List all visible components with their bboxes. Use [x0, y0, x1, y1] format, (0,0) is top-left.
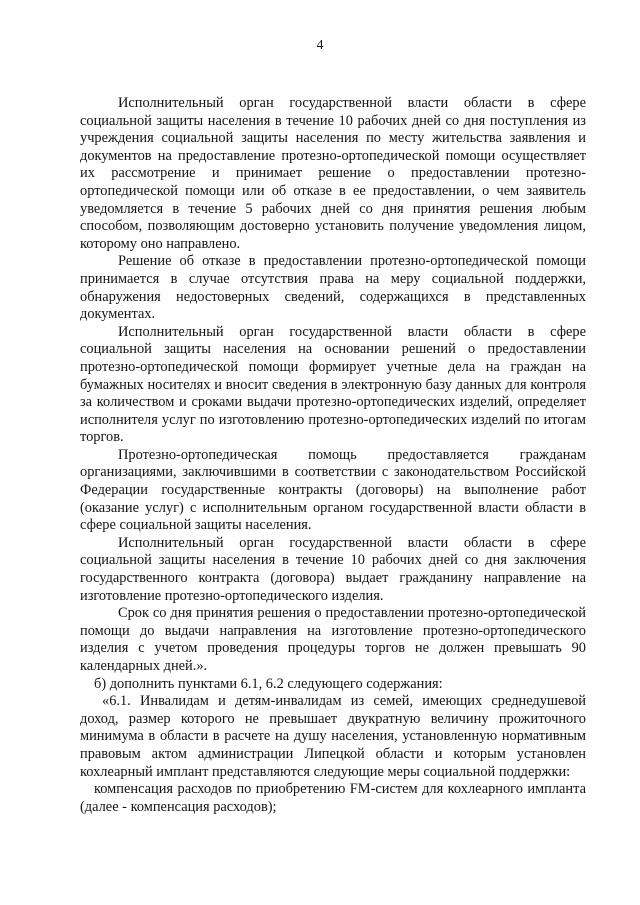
paragraph-providers: Протезно-ортопедическая помощь предоставляется гражданам организациями, заключившими в соответствии с законодательством Российской Федерации государственные контракты (договоры) на выполнение работ (оказание услуг) с исполнительным органом государственной власти области в сфере социальной защиты населения. — [80, 446, 586, 534]
paragraph-compensation: компенсация расходов по приобретению FM-систем для кохлеарного импланта (далее - компенсация расходов); — [80, 781, 586, 815]
paragraph-referral: Исполнительный орган государственной власти области в сфере социальной защиты населения в течение 10 рабочих дней со дня заключения государственного контракта (договора) выдает гражданину направление на изготовление протезно-ортопедического изделия. — [80, 534, 586, 604]
document-body — [80, 95, 586, 816]
page-number: 4 — [316, 38, 324, 53]
paragraph-amendment-intro: б) дополнить пунктами 6.1, 6.2 следующего содержания: — [94, 675, 443, 692]
paragraph-decision-period: Исполнительный орган государственной власти области в сфере социальной защиты населения в течение 10 рабочих дней со дня поступления из учреждения социальной защиты населения по месту жительства заявления и документов на предоставление протезно-ортопедической помощи осуществляет их рассмотрение и принимает решение о предоставлении протезно-ортопедической помощи или об отказе в ее предоставлении, о чем заявитель уведомляется в течение 5 рабочих дней со дня принятия решения любым способом, позволяющим достоверно установить получение уведомления лицом, которому оно направлено. — [80, 95, 586, 252]
paragraph-refusal-grounds: Решение об отказе в предоставлении протезно-ортопедической помощи принимается в случае отсутствия права на меру социальной поддержки, обнаружения недостоверных сведений, содержащихся в представленных документах. — [80, 253, 586, 323]
paragraph-clause-6-1: «6.1. Инвалидам и детям-инвалидам из семей, имеющих среднедушевой доход, размер которого не превышает двукратную величину прожиточного минимума в области в расчете на душу населения, установленную нормативным правовым актом администрации Липецкой области и которым установлен кохлеарный имплант представляются следующие меры социальной поддержки: — [80, 693, 586, 780]
paragraph-records: Исполнительный орган государственной власти области в сфере социальной защиты населения на основании решений о предоставлении протезно-ортопедической помощи формирует учетные дела на граждан на бумажных носителях и вносит сведения в электронную базу данных для контроля за количеством и сроками выдачи протезно-ортопедических изделий, определяет исполнителя услуг по изготовлению протезно-ортопедических изделий по итогам торгов. — [80, 323, 586, 446]
paragraph-deadline: Срок со дня принятия решения о предоставлении протезно-ортопедической помощи до выдачи направления на изготовление протезно-ортопедического изделия с учетом проведения процедуры торгов не должен превышать 90 календарных дней.». — [80, 605, 586, 674]
